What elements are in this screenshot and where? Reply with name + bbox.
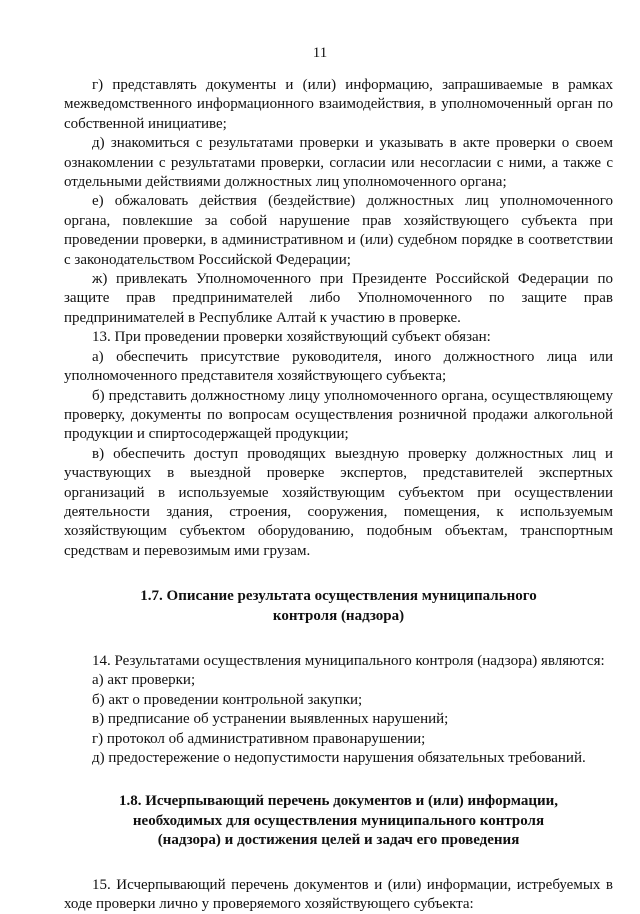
paragraph-14: 14. Результатами осуществления муниципального контроля (надзора) являются: (92, 652, 605, 669)
paragraph-14g: г) протокол об административном правонарушении; (92, 730, 426, 747)
paragraph-12zh: ж) привлекать Уполномоченного при Президенте Российской Федерации по защите прав предпринимателей либо Уполномоченного по защите прав предпринимателей в Республике Алтай к участию в проверке. (64, 271, 613, 326)
paragraph-12d: д) знакомиться с результатами проверки и указывать в акте проверки о своем ознакомлении с результатами проверки, согласии или несогласии с ними, а также с отдельными действиями должностных лиц уполномоченного органа; (64, 135, 613, 191)
document-body (64, 76, 613, 914)
paragraph-13b: б) представить должностному лицу уполномоченного органа, осуществляющему проверку, документы по вопросам осуществления розничной продажи алкогольной продукции и спиртосодержащей продукции; (64, 387, 613, 443)
page-number: 11 (312, 45, 328, 61)
paragraph-14v: в) предписание об устранении выявленных нарушений; (92, 711, 449, 728)
paragraph-14a: а) акт проверки; (92, 672, 196, 689)
paragraph-14b: б) акт о проведении контрольной закупки; (92, 691, 363, 708)
section-heading-1-7: 1.7. Описание результата осуществления муниципального контроля (надзора) (140, 588, 537, 624)
section-heading-1-8: 1.8. Исчерпывающий перечень документов и (или) информации, необходимых для осуществления муниципального контроля (надзора) и достижения целей и задач его проведения (118, 793, 559, 849)
paragraph-12g: г) представлять документы и (или) информацию, запрашиваемые в рамках межведомственного информационного взаимодействия, в уполномоченный орган по собственной инициативе; (64, 77, 613, 132)
paragraph-15: 15. Исчерпывающий перечень документов и (или) информации, истребуемых в ходе проверки лично у проверяемого хозяйствующего субъекта: (64, 876, 613, 913)
paragraph-13v: в) обеспечить доступ проводящих выездную проверку должностных лиц и участвующих в выездной проверке экспертов, представителей экспертных организаций в используемые хозяйствующим субъектом при осуществлении деятельности здания, строения, сооружения, помещения, к используемым хозяйствующим субъектом оборудованию, подобным объектам, транспортным средствам и перевозимым ими грузам. (64, 445, 613, 559)
paragraph-12e: е) обжаловать действия (бездействие) должностных лиц уполномоченного органа, повлекшие за собой нарушение прав хозяйствующего субъекта при проведении проверки, в административном и (или) судебном порядке в соответствии с законодательством Российской Федерации; (64, 193, 613, 268)
paragraph-14d: д) предостережение о недопустимости нарушения обязательных требований. (92, 750, 586, 766)
paragraph-13: 13. При проведении проверки хозяйствующий субъект обязан: (92, 329, 491, 346)
paragraph-13a: а) обеспечить присутствие руководителя, иного должностного лица или уполномоченного представителя хозяйствующего субъекта; (64, 348, 613, 385)
